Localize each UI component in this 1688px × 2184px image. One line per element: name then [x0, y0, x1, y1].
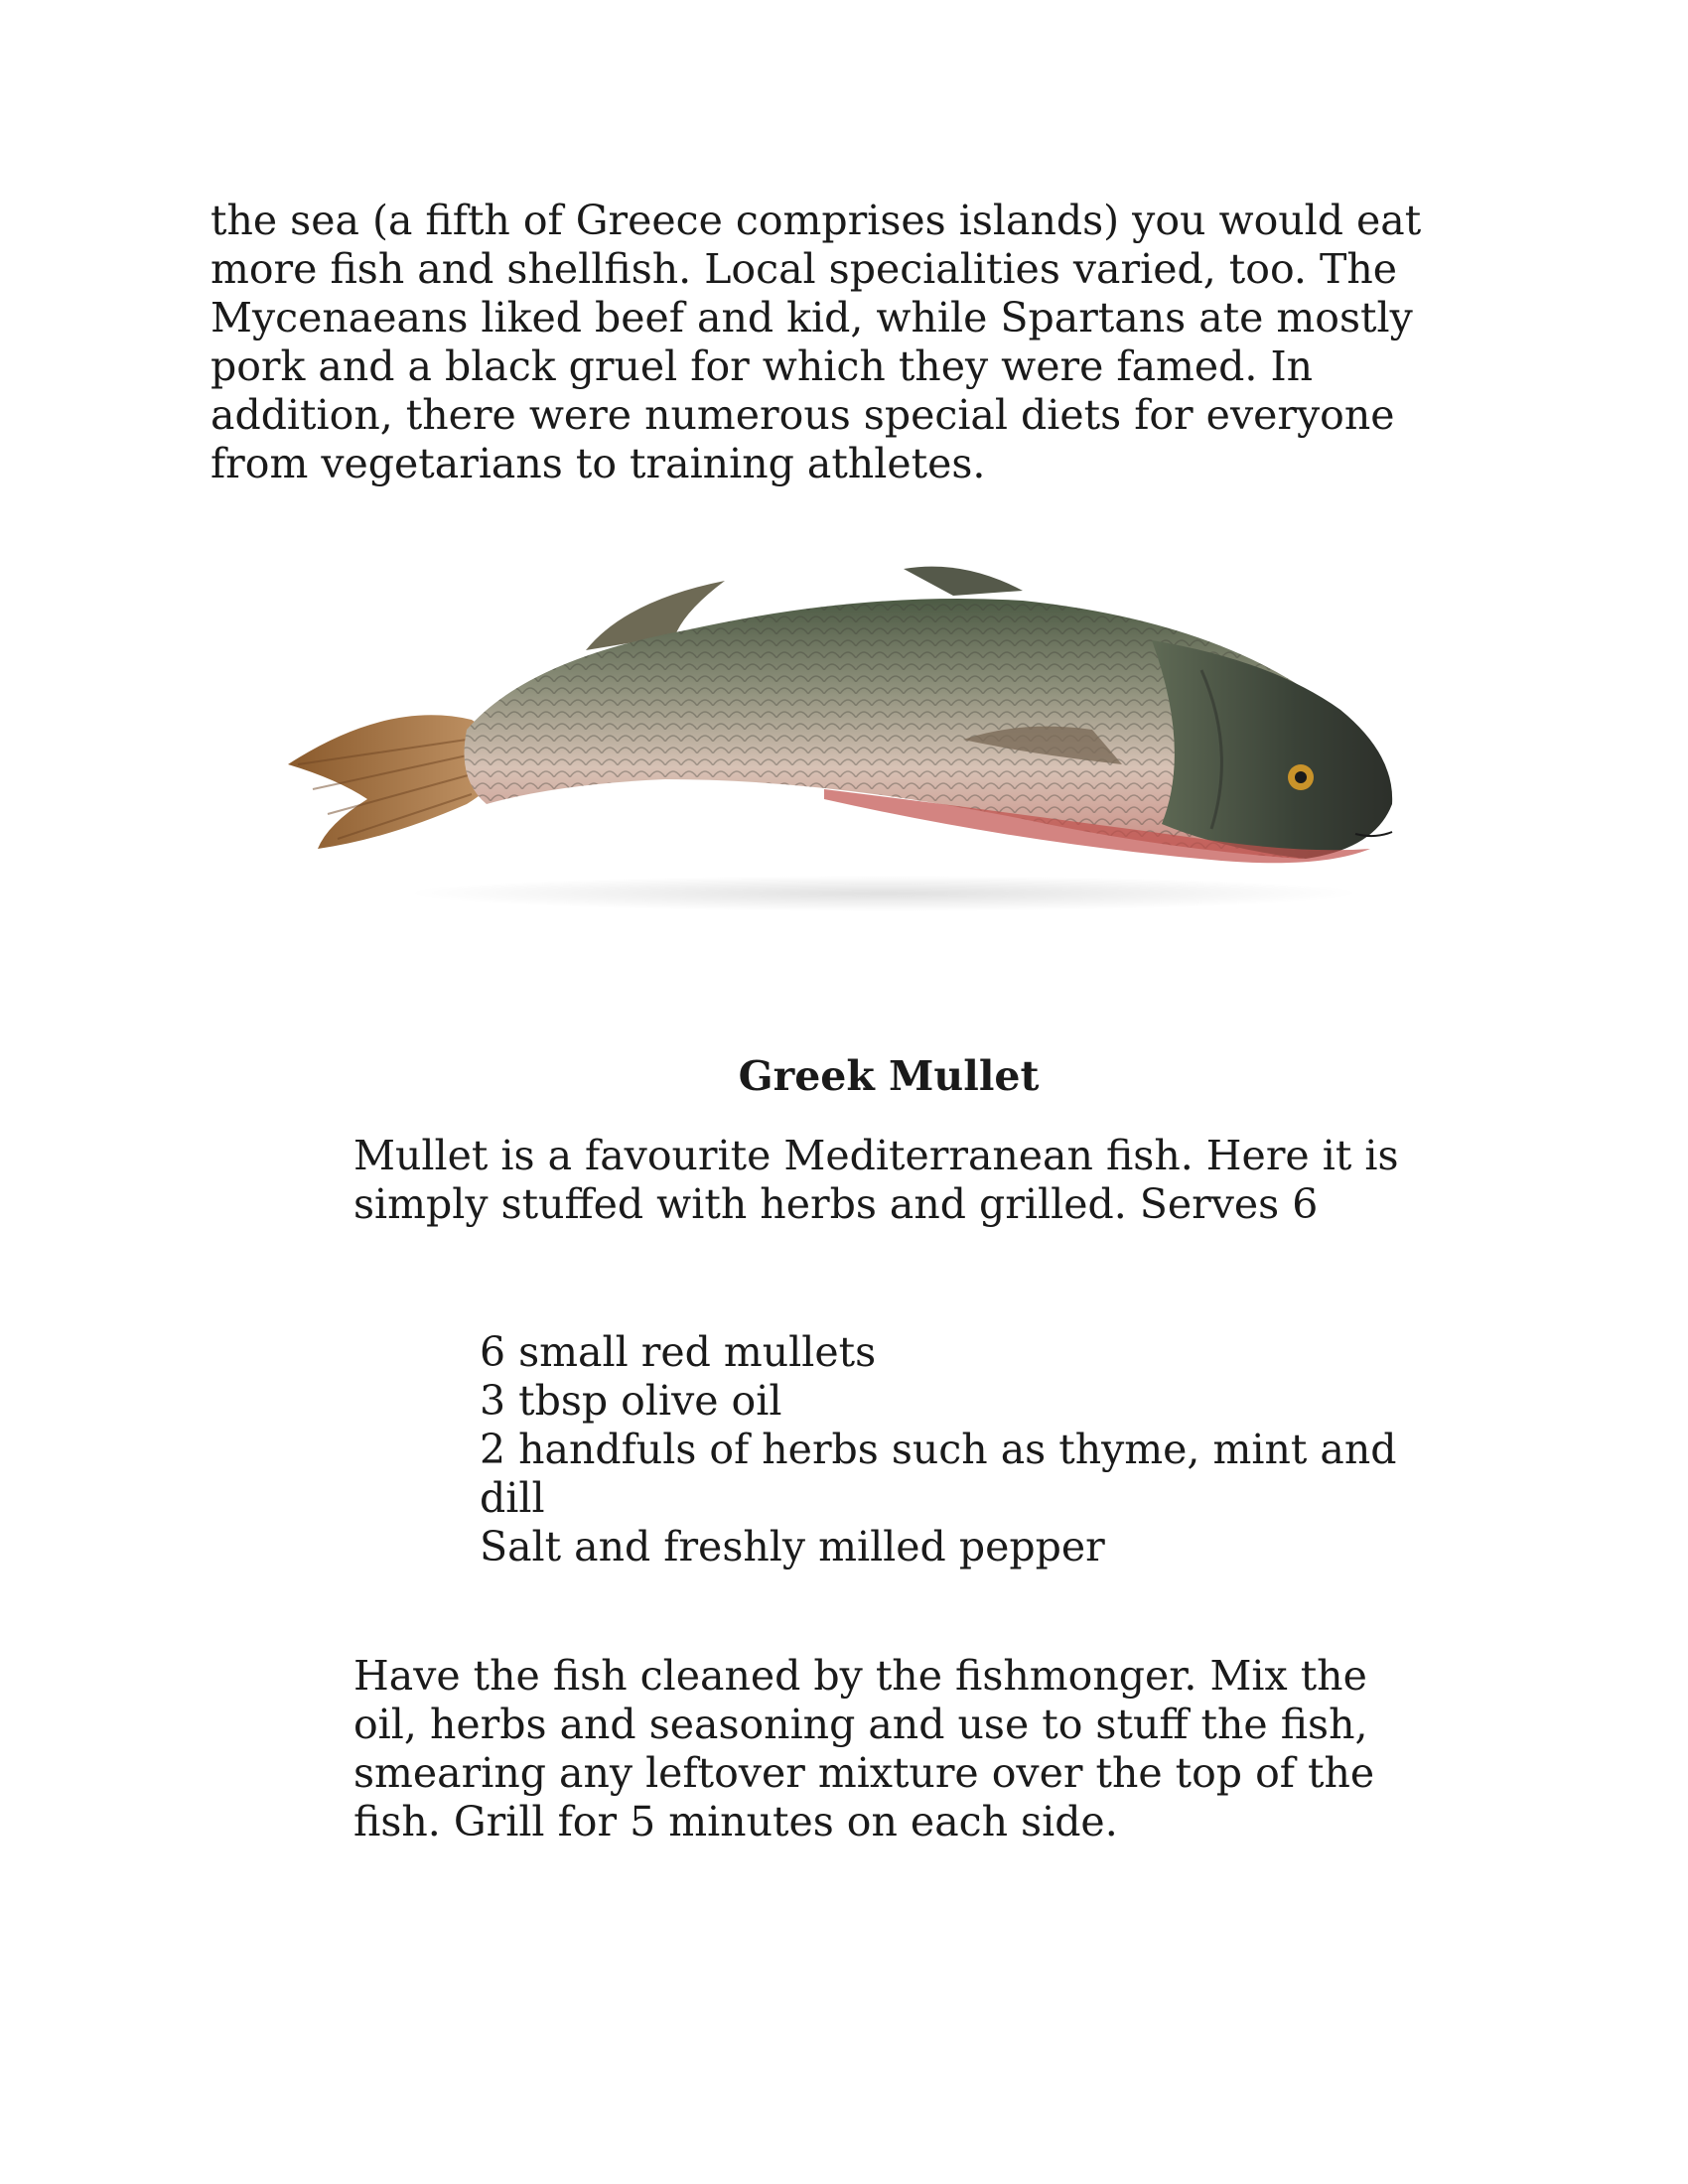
method-paragraph: Have the fish cleaned by the fishmonger. Mix the oil, herbs and seasoning and use to stuff the fish, smearing any leftover mixture over the top of the fish. Grill for 5 minutes on each side.: [353, 1652, 1375, 1845]
recipe-title: Greek Mullet: [738, 1052, 1040, 1100]
fish-image: [268, 551, 1410, 928]
ingredient-item: Salt and freshly milled pepper: [480, 1523, 1105, 1570]
recipe-description: Mullet is a favourite Mediterranean fish. Here it is simply stuffed with herbs and grilled. Serves 6: [353, 1132, 1399, 1228]
ingredient-item: 2 handfuls of herbs such as thyme, mint and dill: [480, 1426, 1397, 1522]
ingredient-list: [480, 1328, 1502, 1571]
ingredient-item: 3 tbsp olive oil: [480, 1377, 782, 1425]
fish-photo-icon: [268, 551, 1410, 928]
ingredient-item: 6 small red mullets: [480, 1328, 877, 1376]
intro-paragraph: the sea (a fifth of Greece comprises islands) you would eat more fish and shellfish. Local specialities varied, too. The Mycenaeans liked beef and kid, while Spartans ate mostly pork and a black gruel for which they were famed. In addition, there were numerous special diets for everyone from vegetarians to training athletes.: [211, 197, 1422, 487]
